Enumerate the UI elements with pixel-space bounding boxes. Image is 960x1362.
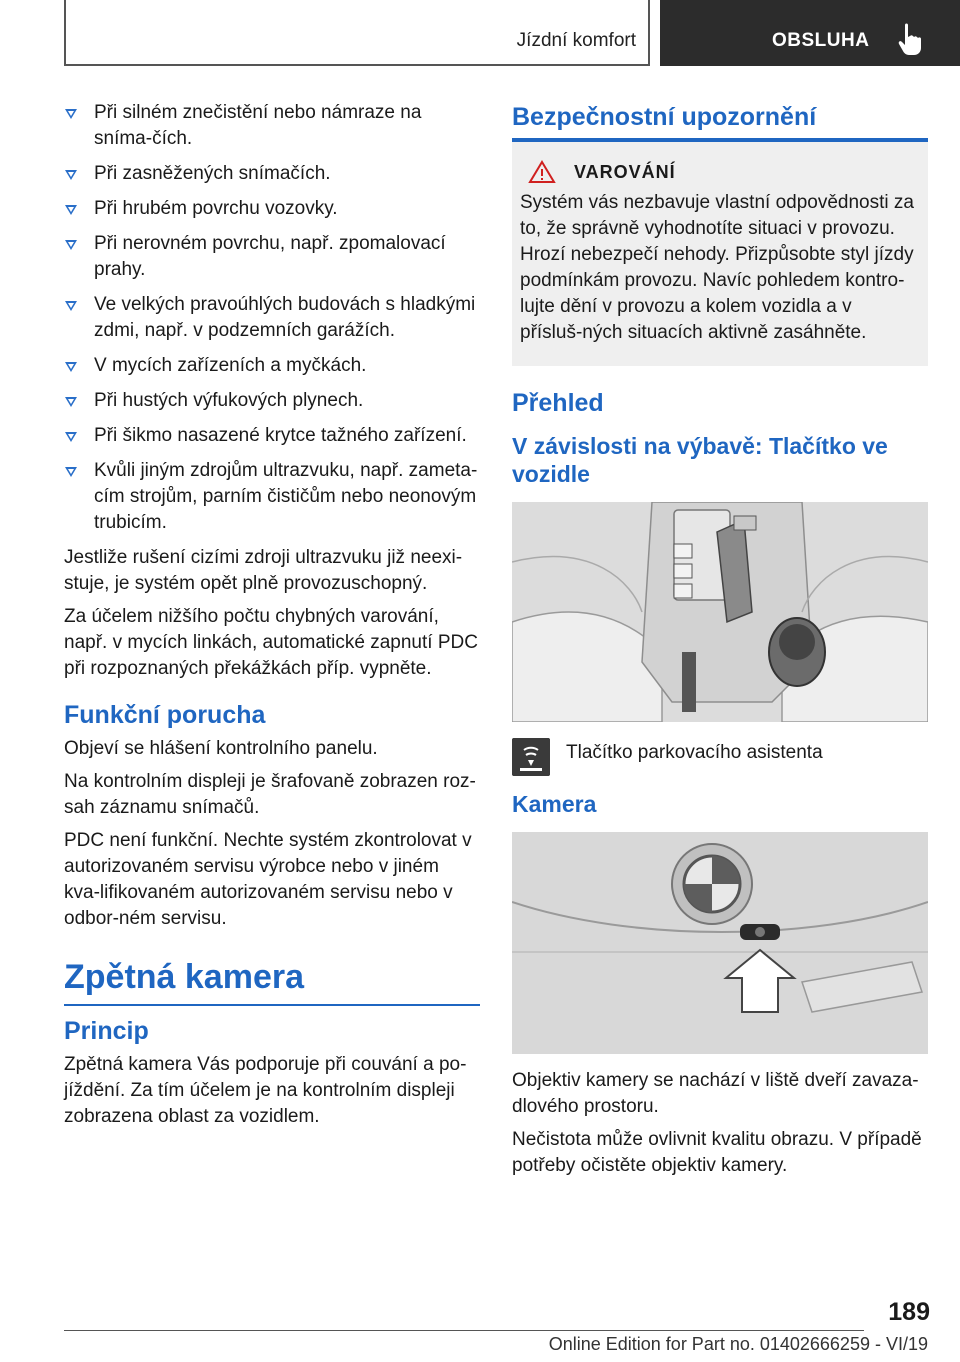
- list-item: Kvůli jiným zdrojům ultrazvuku, např. zameta-cím strojům, parním čističům nebo neonovým trubicím.: [64, 458, 480, 536]
- button-legend: [512, 738, 928, 776]
- paragraph: Zpětná kamera Vás podporuje při couvání a po-jíždění. Za tím účelem je na kontrolním displeji zobrazena oblast za vozidlem.: [64, 1054, 467, 1127]
- triangle-bullet-icon: [65, 467, 77, 477]
- list-item: Při silném znečistění nebo námraze na sníma-čích.: [64, 100, 480, 152]
- list-item: Při nerovném povrchu, např. zpomalovací prahy.: [64, 231, 480, 283]
- heading-overview: Přehled: [512, 389, 604, 417]
- heading-kamera: Kamera: [512, 791, 597, 817]
- warning-text: Systém vás nezbavuje vlastní odpovědnosti za to, že správně vyhodnotíte situaci v provozu. Hrozí nebezpečí nehody. Přizpůsobte styl jízdy podmínkám provozu. Navíc pohledem kontro-lujte dění v provozu a kolem vozidla a v přísluš-ných situacích aktivně zasáhněte.: [520, 192, 914, 343]
- header-section-title: Jízdní komfort: [516, 30, 636, 51]
- list-item: Při hrubém povrchu vozovky.: [64, 196, 480, 222]
- paragraph: Na kontrolním displeji je šrafovaně zobrazen roz-sah záznamu snímačů.: [64, 771, 476, 818]
- triangle-bullet-icon: [65, 109, 77, 119]
- warning-box: [512, 142, 928, 366]
- warning-header: [528, 160, 918, 184]
- heading-principle: Princip: [64, 1017, 149, 1045]
- paragraph: Objektiv kamery se nachází v liště dveří zavaza-dlového prostoru.: [512, 1070, 919, 1117]
- warning-label: VAROVÁNÍ: [574, 161, 676, 182]
- paragraph: Jestliže rušení cizími zdroji ultrazvuku již neexi-stuje, je systém opět plně provozuschopný.: [64, 547, 463, 594]
- triangle-bullet-icon: [65, 432, 77, 442]
- center-console-image: [512, 502, 928, 722]
- list-item: Při šikmo nasazené krytce tažného zařízení.: [64, 423, 480, 449]
- header-divider-right: [648, 0, 650, 66]
- header-chapter-label: OBSLUHA: [772, 30, 870, 51]
- footer-rule: [64, 1330, 864, 1331]
- button-caption: Tlačítko parkovacího asistenta: [566, 742, 823, 763]
- left-column: [64, 100, 480, 1137]
- interference-list: [64, 100, 480, 536]
- paragraph: Objeví se hlášení kontrolního panelu.: [64, 738, 378, 759]
- triangle-bullet-icon: [65, 240, 77, 250]
- paragraph: Nečistota může ovlivnit kvalitu obrazu. V případě potřeby očistěte objektiv kamery.: [512, 1129, 922, 1176]
- list-item: Ve velkých pravoúhlých budovách s hladkými zdmi, např. v podzemních garážích.: [64, 292, 480, 344]
- triangle-bullet-icon: [65, 397, 77, 407]
- list-item: V mycích zařízeních a myčkách.: [64, 353, 480, 379]
- heading-button-in-vehicle: V závislosti na výbavě: Tlačítko ve vozidle: [512, 433, 888, 487]
- triangle-bullet-icon: [65, 205, 77, 215]
- list-item: Při zasněžených snímačích.: [64, 161, 480, 187]
- hand-pointer-icon: [896, 22, 926, 56]
- list-item: Při hustých výfukových plynech.: [64, 388, 480, 414]
- paragraph: PDC není funkční. Nechte systém zkontrolovat v autorizovaném servisu výrobce nebo v jiném kva-lifikovaném autorizovaném servisu nebo v odbor-ném servisu.: [64, 830, 472, 929]
- paragraph: Za účelem nižšího počtu chybných varování, např. v mycích linkách, automatické zapnutí PDC při rozpoznaných překážkách příp. vypněte.: [64, 606, 478, 679]
- triangle-bullet-icon: [65, 301, 77, 311]
- tailgate-camera-image: [512, 832, 928, 1054]
- header-chapter-tab: [660, 0, 960, 66]
- heading-rear-camera: Zpětná kamera: [64, 956, 480, 1006]
- right-column: [512, 100, 928, 1186]
- footer-edition: Online Edition for Part no. 01402666259 - VI/19: [548, 1334, 928, 1354]
- heading-safety: Bezpečnostní upozornění: [512, 103, 817, 131]
- triangle-bullet-icon: [65, 170, 77, 180]
- header-rule: [64, 64, 648, 66]
- page-number: 189: [888, 1298, 930, 1326]
- heading-fault: Funkční porucha: [64, 701, 266, 729]
- triangle-bullet-icon: [65, 362, 77, 372]
- parking-sensor-button-icon: [512, 738, 550, 776]
- warning-triangle-icon: [528, 160, 556, 184]
- header-divider-left: [64, 0, 66, 66]
